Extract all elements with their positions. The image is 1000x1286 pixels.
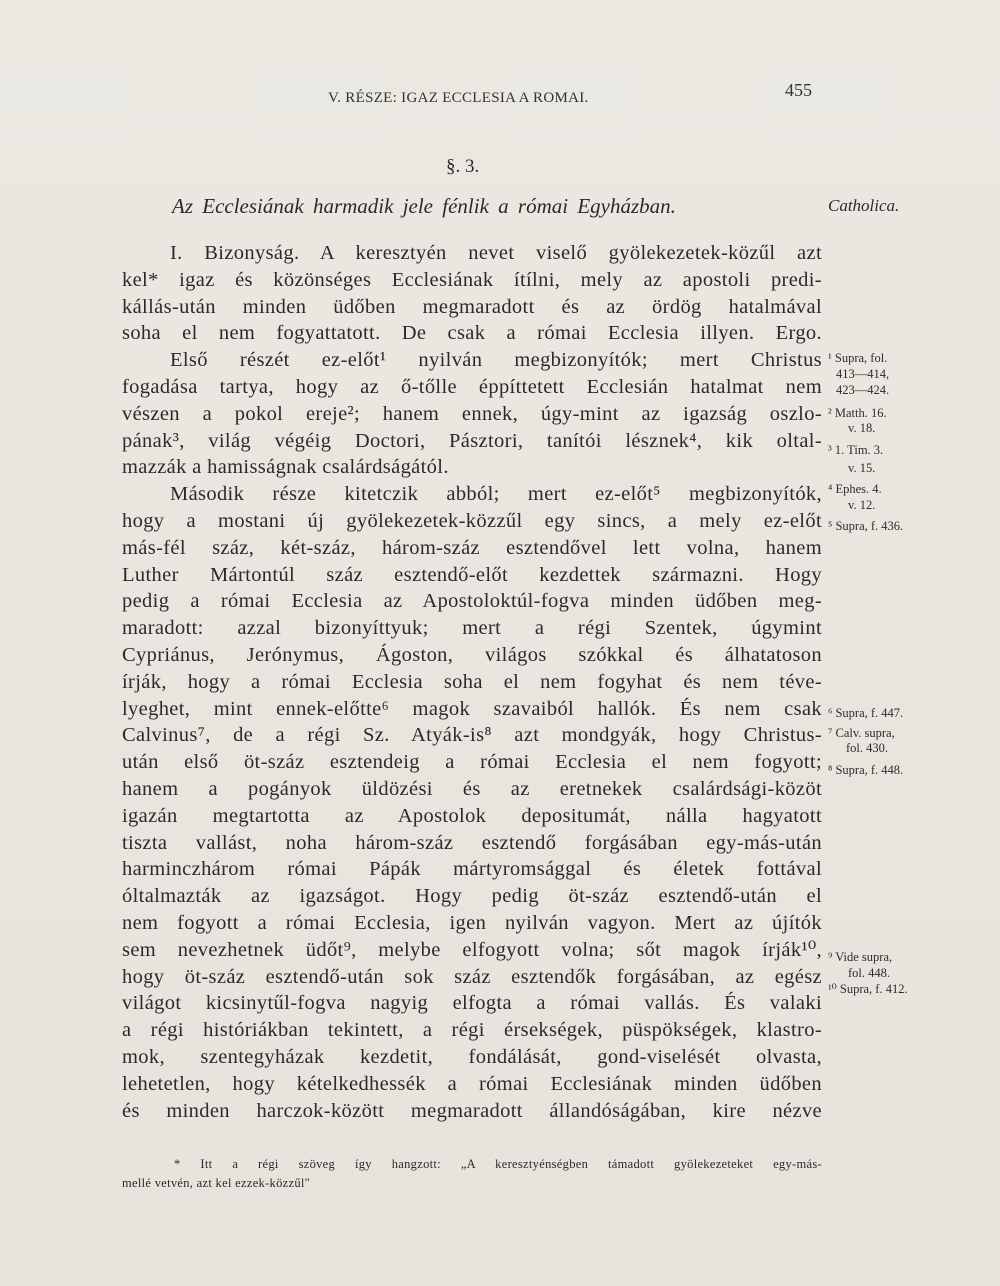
body-line: pedig a római Ecclesia az Apostoloktúl-fogva minden üdőben meg- [122, 590, 822, 613]
body-line: lyeghet, mint ennek-előtte⁶ magok szavaiból hallók. És nem csak [122, 697, 822, 720]
section-title: Az Ecclesiának harmadik jele fénlik a római Egyházban. [172, 194, 676, 218]
footnote-line: mellé vetvén, azt kel ezzek-közzűl" [122, 1176, 311, 1190]
body-line: lehetetlen, hogy kételkedhessék a római Ecclesiának minden üdőben [122, 1072, 822, 1095]
body-line: tiszta vallást, noha három-száz esztendő forgásában egy-más-után [122, 831, 822, 854]
footnote [122, 1155, 822, 1193]
section-number: §. 3. [446, 156, 480, 177]
body-line: kállás-után minden üdőben megmaradott és az ördög hatalmával [122, 295, 822, 318]
body-line: Calvinus⁷, de a régi Sz. Atyák-is⁸ azt mondgyák, hogy Christus- [122, 724, 822, 747]
body-line: óltalmazták az igazságot. Hogy pedig öt-száz esztendő-után el [122, 885, 822, 908]
sidenote: ¹⁰ Supra, f. 412. [828, 982, 908, 996]
sidenote: v. 18. [848, 421, 876, 435]
body-line: hogy a mostani új gyölekezetek-közzűl egy sincs, a mely ez-előt [122, 509, 822, 532]
body-line: világot kicsinytűl-fogva nagyig elfogta a római vallás. És valaki [122, 992, 822, 1015]
sidenote: ¹ Supra, fol. [828, 351, 888, 365]
body-line: mazzák a hamisságnak csalárdságától. [122, 456, 449, 479]
sidenote: ⁶ Supra, f. 447. [828, 706, 904, 720]
body-line: a régi históriákban tekintett, a régi érsekségek, püspökségek, klastro- [122, 1019, 822, 1042]
sidenote: 423—424. [836, 383, 890, 397]
body-line: kel* igaz és közönséges Ecclesiának ítílni, mely az apostoli predi- [122, 268, 822, 291]
body-line: vészen a pokol ereje²; hanem ennek, úgy-mint az igazság oszlo- [122, 402, 822, 425]
body-line: hogy öt-száz esztendő-után sok száz esztendők forgásában, az egész [122, 965, 822, 988]
sidenote: ⁴ Ephes. 4. [828, 482, 882, 496]
body-line: más-fél száz, két-száz, három-száz esztendővel lett volna, hanem [122, 536, 822, 559]
body-line: hanem a pogányok üldözési és az eretnekek csalárdsági-közöt [122, 777, 822, 800]
running-head: V. RÉSZE: IGAZ ECCLESIA A ROMAI. [328, 90, 589, 106]
body-line: pának³, világ végéig Doctori, Pásztori, tanítói lésznek⁴, kik oltal- [122, 429, 822, 452]
body-text [122, 240, 822, 1124]
body-line: nem fogyott a római Ecclesia, igen nyilván vagyon. Mert az újítók [122, 911, 822, 934]
footnote-line: * Itt a régi szöveg így hangzott: „A keresztyénségben támadott gyölekezeteket egy-más- [174, 1157, 822, 1171]
body-line: maradott: azzal bizonyíttyuk; mert a régi Szentek, úgymint [122, 617, 822, 640]
body-line: írják, hogy a római Ecclesia soha el nem fogyhat és nem téve- [122, 670, 822, 693]
body-line: sem nevezhetnek üdőt⁹, melybe elfogyott volna; sőt magok írják¹⁰, [122, 938, 822, 961]
body-line: fogadása tartya, hogy az ő-tőlle éppíttetett Ecclesián hatalmat nem [122, 375, 822, 398]
sidenote: v. 12. [848, 498, 876, 512]
sidenote: ³ 1. Tim. 3. [828, 443, 884, 457]
body-line: Második része kitetczik abból; mert ez-előt⁵ megbizonyítók, [170, 483, 822, 506]
body-line: Első részét ez-előt¹ nyilván megbizonyítók; mert Christus [170, 349, 822, 372]
body-line: harminczhárom római Pápák mártyromsággal és életek fottával [122, 858, 822, 881]
body-line: után első öt-száz esztendeig a római Ecclesia el nem fogyott; [122, 751, 822, 774]
sidenote: ⁷ Calv. supra, [828, 726, 895, 740]
sidenote: ⁵ Supra, f. 436. [828, 519, 904, 533]
sidenote: ² Matth. 16. [828, 406, 887, 420]
body-line: Cypriánus, Jerónymus, Ágoston, világos szókkal és álhatatoson [122, 643, 822, 666]
sidenote: fol. 430. [846, 741, 889, 755]
body-line: mok, szentegyházak kezdetit, fondálását, gond-viselését olvasta, [122, 1045, 822, 1068]
sidenote: 413—414, [836, 367, 890, 381]
body-line: Luther Mártontúl száz esztendő-előt kezdettek származni. Hogy [122, 563, 822, 586]
page-number: 455 [785, 80, 812, 100]
sidenote: ⁸ Supra, f. 448. [828, 763, 904, 777]
body-line: soha el nem fogyattatott. De csak a római Ecclesia illyen. Ergo. [122, 322, 822, 345]
margin-title: Catholica. [828, 196, 900, 215]
body-line: I. Bizonyság. A keresztyén nevet viselő gyölekezetek-közűl azt [170, 242, 822, 264]
body-line: igazán megtartotta az Apostolok depositumát, nálla hagyatott [122, 804, 822, 827]
body-line: és minden harczok-között megmaradott állandóságában, kire nézve [122, 1099, 822, 1122]
sidenote: ⁹ Vide supra, [828, 950, 893, 964]
sidenote: fol. 448. [848, 966, 891, 980]
sidenote: v. 15. [848, 461, 876, 475]
